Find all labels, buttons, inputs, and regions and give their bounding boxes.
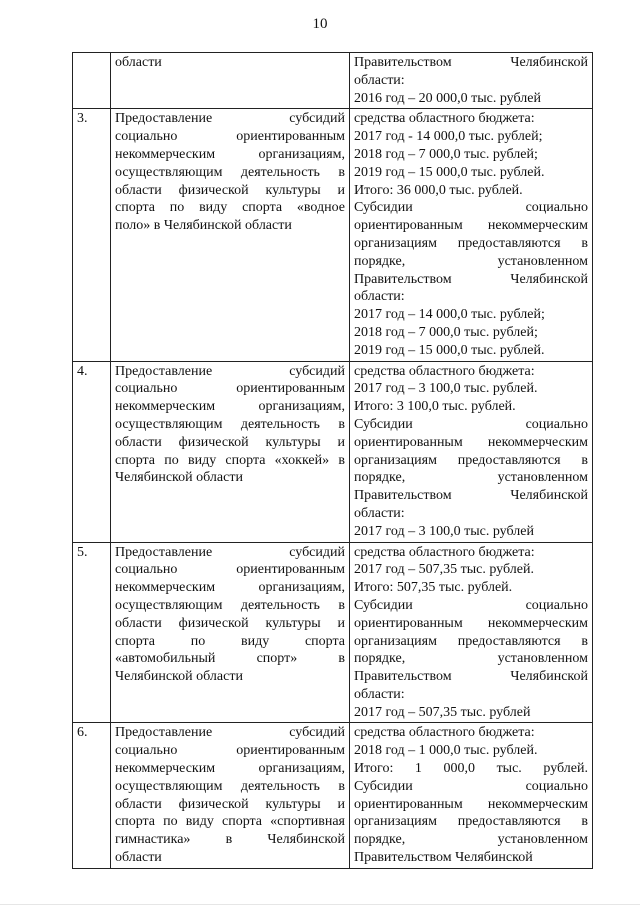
funding-line: 2017 год – 14 000,0 тыс. рублей; xyxy=(354,307,545,323)
description-line: осуществляющим деятельность в xyxy=(115,164,345,180)
description-line: некоммерческим организациям, xyxy=(115,761,345,777)
funding-source-cell xyxy=(350,723,593,868)
funding-line: Правительством Челябинской xyxy=(354,850,533,866)
description-line: некоммерческим организациям, xyxy=(115,146,345,162)
description-line: некоммерческим организациям, xyxy=(115,399,345,415)
funding-line: порядке, установленном xyxy=(354,470,588,486)
funding-line: области: xyxy=(354,289,405,305)
funding-line: Правительством Челябинской xyxy=(354,669,588,685)
table-row xyxy=(73,361,593,542)
description-line: некоммерческим организациям, xyxy=(115,580,345,596)
description-line: Челябинской области xyxy=(115,470,243,486)
table-row xyxy=(73,53,593,109)
description-line: области физической культуры и xyxy=(115,796,345,812)
description-line: осуществляющим деятельность в xyxy=(115,778,345,794)
funding-line: 2016 год – 20 000,0 тыс. рублей xyxy=(354,90,541,106)
description-line: области xyxy=(115,55,162,70)
description-line: социально ориентированным xyxy=(115,562,345,578)
funding-line: Субсидии социально xyxy=(354,597,588,613)
funding-line: 2018 год – 1 000,0 тыс. рублей. xyxy=(354,743,538,759)
funding-line: ориентированным некоммерческим xyxy=(354,218,588,234)
description-line: спорта по виду спорта «водное xyxy=(115,200,345,216)
funding-line: организациям предоставляются в xyxy=(354,633,588,649)
description-line: Челябинской области xyxy=(115,669,243,685)
funding-line: Итого: 36 000,0 тыс. рублей. xyxy=(354,182,523,198)
funding-source-cell xyxy=(350,109,593,361)
row-number: 3. xyxy=(77,111,88,127)
description-line: Предоставление субсидий xyxy=(115,725,345,741)
funding-line: Правительством Челябинской xyxy=(354,271,588,287)
table-row xyxy=(73,109,593,361)
funding-line: 2019 год – 15 000,0 тыс. рублей. xyxy=(354,164,545,180)
funding-line: Субсидии социально xyxy=(354,416,588,432)
description-line: Предоставление субсидий xyxy=(115,111,345,127)
row-number-cell xyxy=(73,723,111,868)
funding-line: порядке, установленном xyxy=(354,253,588,269)
description-line: Предоставление субсидий xyxy=(115,544,345,560)
funding-line: 2017 год – 3 100,0 тыс. рублей. xyxy=(354,381,538,397)
description-line: осуществляющим деятельность в xyxy=(115,597,345,613)
funding-line: организациям предоставляются в xyxy=(354,452,588,468)
funding-line: ориентированным некоммерческим xyxy=(354,434,588,450)
funding-line: 2018 год – 7 000,0 тыс. рублей; xyxy=(354,324,538,340)
funding-line: организациям предоставляются в xyxy=(354,235,588,251)
page-number: 10 xyxy=(312,16,328,32)
description-line: осуществляющим деятельность в xyxy=(115,416,345,432)
description-line: области физической культуры и xyxy=(115,434,345,450)
description-line: спорта по виду спорта «спортивная xyxy=(115,814,345,830)
funding-line: Правительством Челябинской xyxy=(354,55,588,70)
funding-line: Итого: 3 100,0 тыс. рублей. xyxy=(354,399,516,415)
row-number-cell xyxy=(73,109,111,361)
description-line: социально ориентированным xyxy=(115,129,345,145)
description-line: области физической культуры и xyxy=(115,182,345,198)
funding-source-cell xyxy=(350,361,593,542)
row-number: 4. xyxy=(77,363,88,379)
funding-line: 2018 год – 7 000,0 тыс. рублей; xyxy=(354,146,538,162)
funding-line: области: xyxy=(354,505,405,521)
funding-line: 2017 год – 3 100,0 тыс. рублей xyxy=(354,523,534,539)
description-cell xyxy=(111,109,350,361)
description-cell xyxy=(111,542,350,723)
funding-line: 2017 год - 14 000,0 тыс. рублей; xyxy=(354,129,543,145)
description-line: социально ориентированным xyxy=(115,381,345,397)
funding-line: 2019 год – 15 000,0 тыс. рублей. xyxy=(354,342,545,358)
description-line: спорта по виду спорта xyxy=(115,633,345,649)
row-number: 5. xyxy=(77,544,88,560)
row-number-cell xyxy=(73,542,111,723)
description-line: спорта по виду спорта «хоккей» в xyxy=(115,452,345,468)
funding-line: средства областного бюджета: xyxy=(354,111,535,127)
description-line: социально ориентированным xyxy=(115,743,345,759)
funding-line: области: xyxy=(354,686,405,702)
funding-line: 2017 год – 507,35 тыс. рублей. xyxy=(354,562,534,578)
row-number: 6. xyxy=(77,725,88,741)
funding-line: средства областного бюджета: xyxy=(354,544,535,560)
description-cell xyxy=(111,723,350,868)
funding-line: средства областного бюджета: xyxy=(354,725,535,741)
funding-line: 2017 год – 507,35 тыс. рублей xyxy=(354,704,531,720)
table-row xyxy=(73,542,593,723)
description-line: области xyxy=(115,850,162,866)
description-line: поло» в Челябинской области xyxy=(115,218,292,234)
funding-source-cell xyxy=(350,53,593,109)
funding-line: порядке, установленном xyxy=(354,832,588,848)
funding-line: Субсидии социально xyxy=(354,778,588,794)
table-row xyxy=(73,723,593,868)
document-table xyxy=(72,52,593,869)
funding-line: Итого: 507,35 тыс. рублей. xyxy=(354,580,513,596)
description-line: области физической культуры и xyxy=(115,615,345,631)
funding-line: ориентированным некоммерческим xyxy=(354,615,588,631)
funding-line: средства областного бюджета: xyxy=(354,363,535,379)
funding-line: Правительством Челябинской xyxy=(354,488,588,504)
funding-line: ориентированным некоммерческим xyxy=(354,796,588,812)
funding-source-cell xyxy=(350,542,593,723)
funding-line: организациям предоставляются в xyxy=(354,814,588,830)
description-line: «автомобильный спорт» в xyxy=(115,651,345,667)
funding-line: Субсидии социально xyxy=(354,200,588,216)
funding-line: Итого: 1 000,0 тыс. рублей. xyxy=(354,761,588,777)
description-cell xyxy=(111,361,350,542)
row-number-cell xyxy=(73,53,111,109)
description-cell xyxy=(111,53,350,109)
description-line: Предоставление субсидий xyxy=(115,363,345,379)
row-number-cell xyxy=(73,361,111,542)
table-body xyxy=(73,53,593,869)
funding-line: порядке, установленном xyxy=(354,651,588,667)
description-line: гимнастика» в Челябинской xyxy=(115,832,345,848)
funding-line: области: xyxy=(354,72,405,88)
